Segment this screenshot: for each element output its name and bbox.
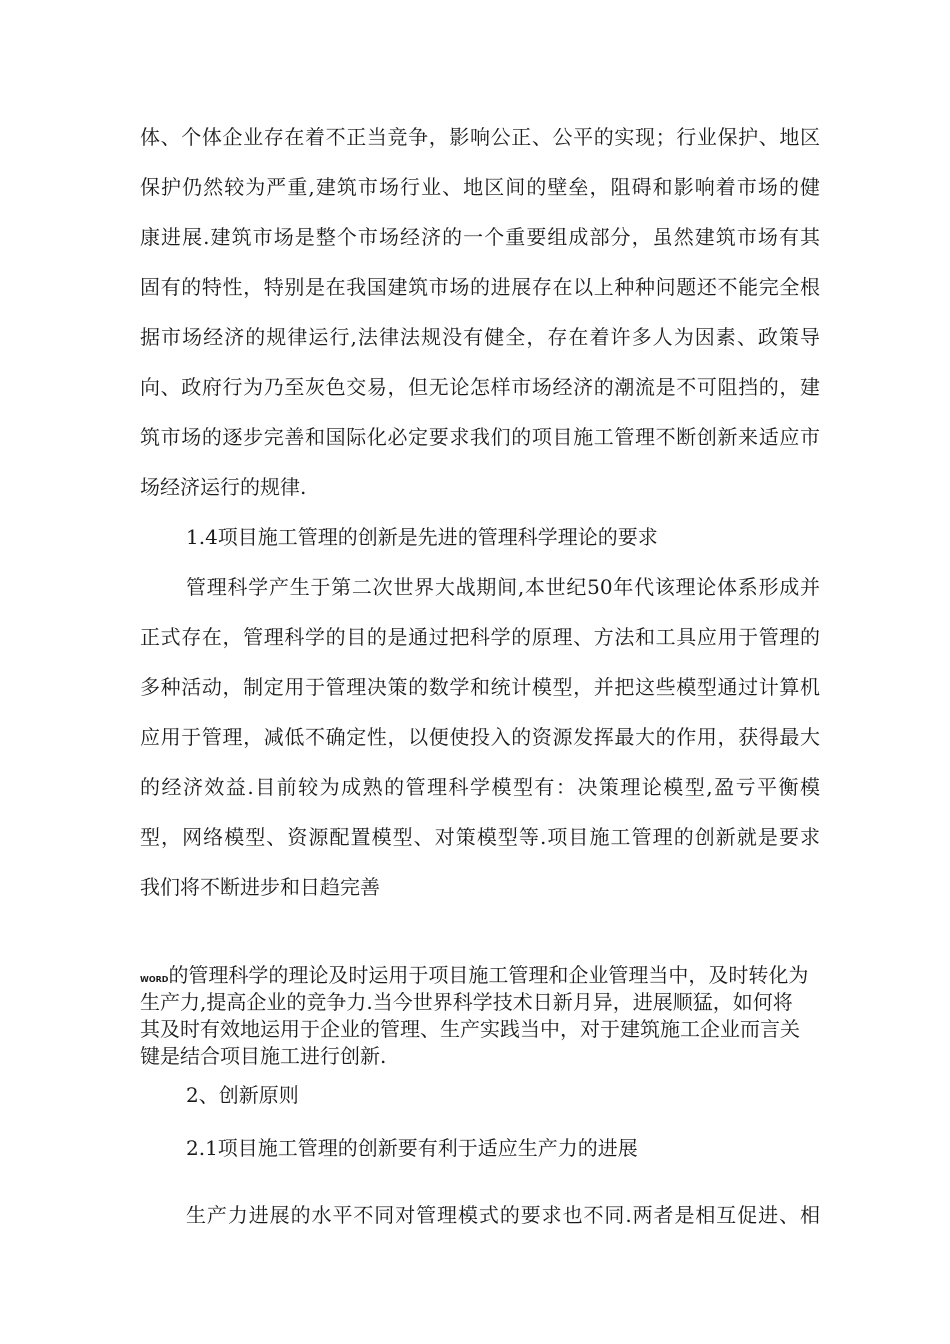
paragraph-continuation	[140, 962, 820, 1070]
section-heading-2: 2、创新原则	[186, 1083, 299, 1107]
section-heading-2-1: 2.1项目施工管理的创新要有利于适应生产力的进展	[186, 1136, 638, 1160]
text-line: 管理科学产生于第二次世界大战期间,本世纪50年代该理论体系形成并	[186, 575, 820, 599]
text-line: 应用于管理，减低不确定性，以便使投入的资源发挥最大的作用，获得最大	[140, 725, 820, 749]
text-line	[140, 962, 820, 989]
text-line: 其及时有效地运用于企业的管理、生产实践当中，对于建筑施工企业而言关	[140, 1017, 800, 1041]
text-line: 向、政府行为乃至灰色交易，但无论怎样市场经济的潮流是不可阻挡的，建	[140, 375, 820, 399]
text-line: 体、个体企业存在着不正当竞争，影响公正、公平的实现；行业保护、地区	[140, 125, 820, 149]
text-line: 我们将不断进步和日趋完善	[140, 875, 380, 899]
paragraph-market	[140, 112, 820, 512]
text-line: 多种活动，制定用于管理决策的数学和统计模型，并把这些模型通过计算机	[140, 675, 820, 699]
text-line: 固有的特性，特别是在我国建筑市场的进展存在以上种种问题还不能完全根	[140, 275, 820, 299]
text-line: 正式存在，管理科学的目的是通过把科学的原理、方法和工具应用于管理的	[140, 625, 820, 649]
text-line: 康进展.建筑市场是整个市场经济的一个重要组成部分，虽然建筑市场有其	[140, 225, 820, 249]
text-line: 保护仍然较为严重,建筑市场行业、地区间的壁垒，阻碍和影响着市场的健	[140, 175, 820, 199]
text-line: 键是结合项目施工进行创新.	[140, 1044, 387, 1068]
text-fragment: 的管理科学的理论及时运用于项目施工管理和企业管理当中，及时转化为	[168, 963, 809, 987]
text-line: 的经济效益.目前较为成熟的管理科学模型有：决策理论模型,盈亏平衡模	[140, 775, 820, 799]
text-line: 筑市场的逐步完善和国际化必定要求我们的项目施工管理不断创新来适应市	[140, 425, 820, 449]
section-heading-1-4: 1.4项目施工管理的创新是先进的管理科学理论的要求	[186, 525, 658, 549]
text-line: 据市场经济的规律运行,法律法规没有健全，存在着许多人为因素、政策导	[140, 325, 820, 349]
text-line: 生产力进展的水平不同对管理模式的要求也不同.两者是相互促进、相	[186, 1203, 820, 1227]
text-line: 型，网络模型、资源配置模型、对策模型等.项目施工管理的创新就是要求	[140, 825, 820, 849]
text-line: 场经济运行的规律.	[140, 475, 307, 499]
paragraph-productivity	[140, 1190, 820, 1240]
text-line: 生产力,提高企业的竞争力.当今世界科学技术日新月异，进展顺猛，如何将	[140, 990, 793, 1014]
paragraph-management-science	[140, 562, 820, 912]
word-tag: WORD	[140, 975, 169, 984]
